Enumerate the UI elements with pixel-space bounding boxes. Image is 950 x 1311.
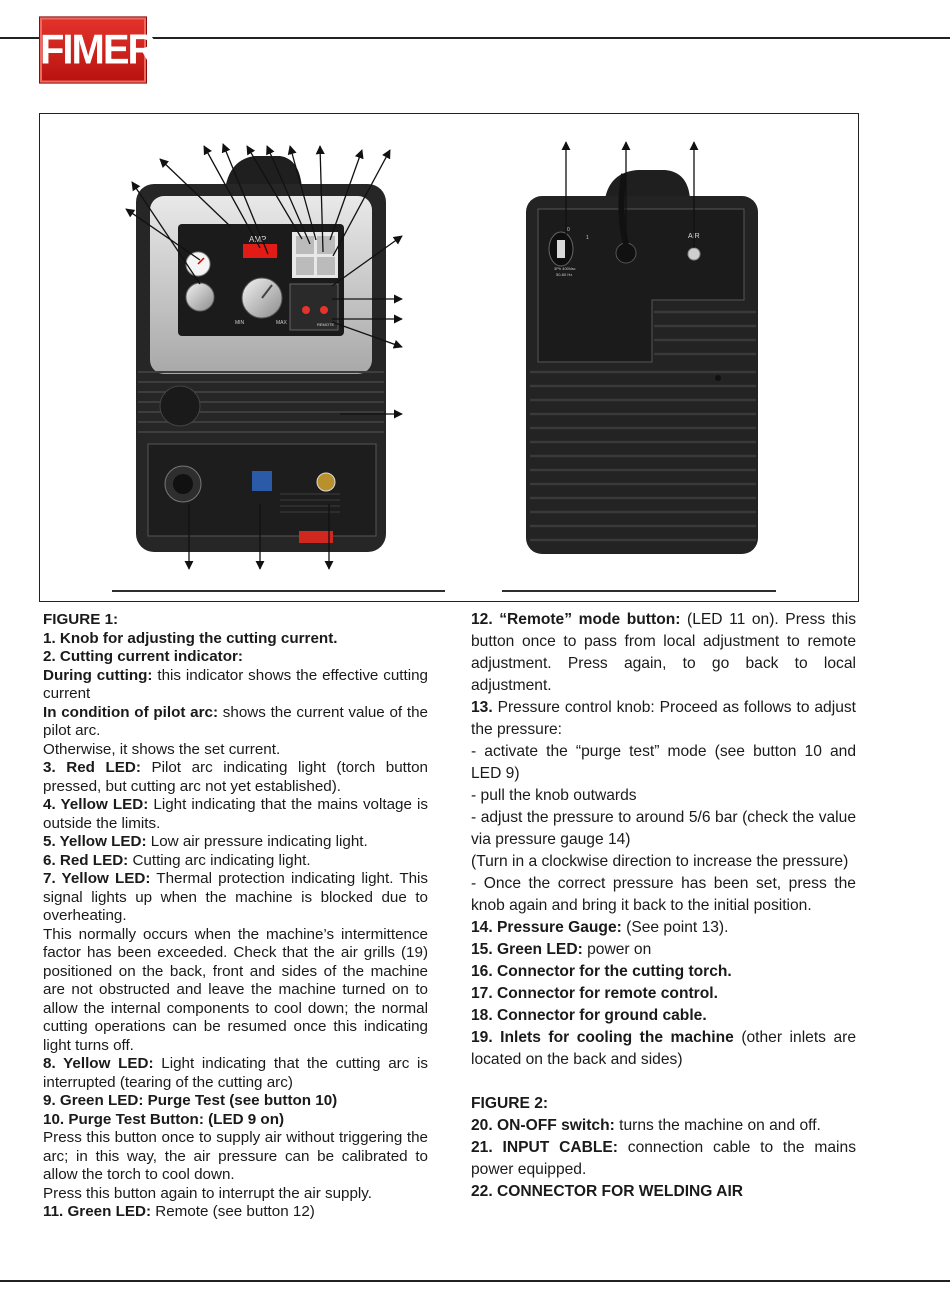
machine-illustration-svg: [40, 114, 860, 603]
text-line: 1. Knob for adjusting the cutting current.: [43, 629, 338, 647]
text-line: Otherwise, it shows the set current.: [43, 740, 281, 758]
text-line: 10. Purge Test Button: (LED 9 on): [43, 1110, 285, 1128]
remote-label: REMOTE: [317, 322, 335, 327]
text-line: 20. ON-OFF switch: turns the machine on and off.: [471, 1117, 821, 1134]
text-line: 9. Green LED: Purge Test (see button 10): [43, 1092, 338, 1109]
text-line: 19. Inlets for cooling the machine (other inlets are located on the back and sides): [471, 1029, 856, 1068]
figure-illustration: [39, 113, 859, 602]
text-line: FIGURE 2:: [471, 1095, 549, 1112]
text-line: FIGURE 1:: [43, 611, 119, 628]
max-label: MAX: [276, 320, 287, 326]
text-line: 4. Yellow LED: Light indicating that the mains voltage is outside the limits.: [43, 796, 428, 832]
text-line: - pull the knob outwards: [471, 787, 637, 804]
text-line: - adjust the pressure to around 5/6 bar (check the value via pressure gauge 14): [471, 809, 856, 848]
min-label: MIN: [235, 320, 245, 326]
switch-on-label: 1: [586, 235, 589, 241]
text-line: 17. Connector for remote control.: [471, 985, 718, 1002]
text-line: Press this button once to supply air without triggering the arc; in this way, the air pressure can be calibrated to allow the torch to cool down.: [43, 1129, 428, 1183]
switch-off-label: 0: [567, 227, 570, 233]
text-line: 22. CONNECTOR FOR WELDING AIR: [471, 1183, 744, 1200]
air-label: AIR: [688, 233, 700, 240]
text-line: (Turn in a clockwise direction to increase the pressure): [471, 853, 849, 870]
text-line: 15. Green LED: power on: [471, 941, 652, 958]
left-text-column: [43, 611, 428, 1222]
text-line: 3. Red LED: Pilot arc indicating light (torch button pressed, but cutting arc not yet established).: [43, 759, 428, 795]
text-line: In condition of pilot arc: shows the current value of the pilot arc.: [43, 703, 429, 739]
text-line: - Once the correct pressure has been set, press the knob again and bring it back to the initial position.: [471, 875, 856, 914]
text-line: 16. Connector for the cutting torch.: [471, 963, 732, 980]
text-line: Press this button again to interrupt the air supply.: [43, 1184, 372, 1202]
text-line: 13. Pressure control knob: Proceed as follows to adjust the pressure:: [471, 699, 856, 738]
text-line: 2. Cutting current indicator:: [43, 648, 243, 665]
text-line: 8. Yellow LED: Light indicating that the cutting arc is interrupted (tearing of the cutting arc): [43, 1055, 428, 1091]
footer-rule: [0, 1280, 950, 1282]
paragraph-spacer: [471, 1071, 856, 1093]
text-line: During cutting: this indicator shows the effective cutting current: [43, 666, 428, 702]
text-line: 7. Yellow LED: Thermal protection indicating light. This signal lights up when the machine is blocked due to overheating.: [43, 870, 429, 924]
text-line: This normally occurs when the machine’s intermittence factor has been exceeded. Check that the air grills (19) positioned on the back, front and sides of the machine are not obstructed and leave the machine turned on to allow the internal components to cool down; the normal cutting operations can be resumed once this indicating light turns off.: [43, 925, 428, 1054]
text-line: 12. “Remote” mode button: (LED 11 on). Press this button once to pass from local adjustment to remote adjustment. Press again, to go back to local adjustment.: [471, 611, 856, 694]
text-line: 5. Yellow LED: Low air pressure indicating light.: [43, 833, 368, 850]
input-rating-label: 3Ph 400Vac: [554, 266, 576, 271]
front-machine: [136, 156, 386, 552]
amp-label: AMP: [249, 235, 267, 244]
text-line: - activate the “purge test” mode (see button 10 and LED 9): [471, 743, 856, 782]
right-text-column: [471, 609, 856, 1203]
text-line: 18. Connector for ground cable.: [471, 1007, 707, 1024]
text-line: 14. Pressure Gauge: (See point 13).: [471, 919, 729, 936]
input-freq-label: 50-60 Hz: [556, 272, 573, 277]
fimer-logo: FIMER: [39, 16, 147, 83]
text-line: 21. INPUT CABLE: connection cable to the mains power equipped.: [471, 1139, 856, 1178]
text-line: 6. Red LED: Cutting arc indicating light.: [43, 851, 311, 869]
rear-machine: [526, 170, 758, 554]
text-line: 11. Green LED: Remote (see button 12): [43, 1203, 315, 1220]
